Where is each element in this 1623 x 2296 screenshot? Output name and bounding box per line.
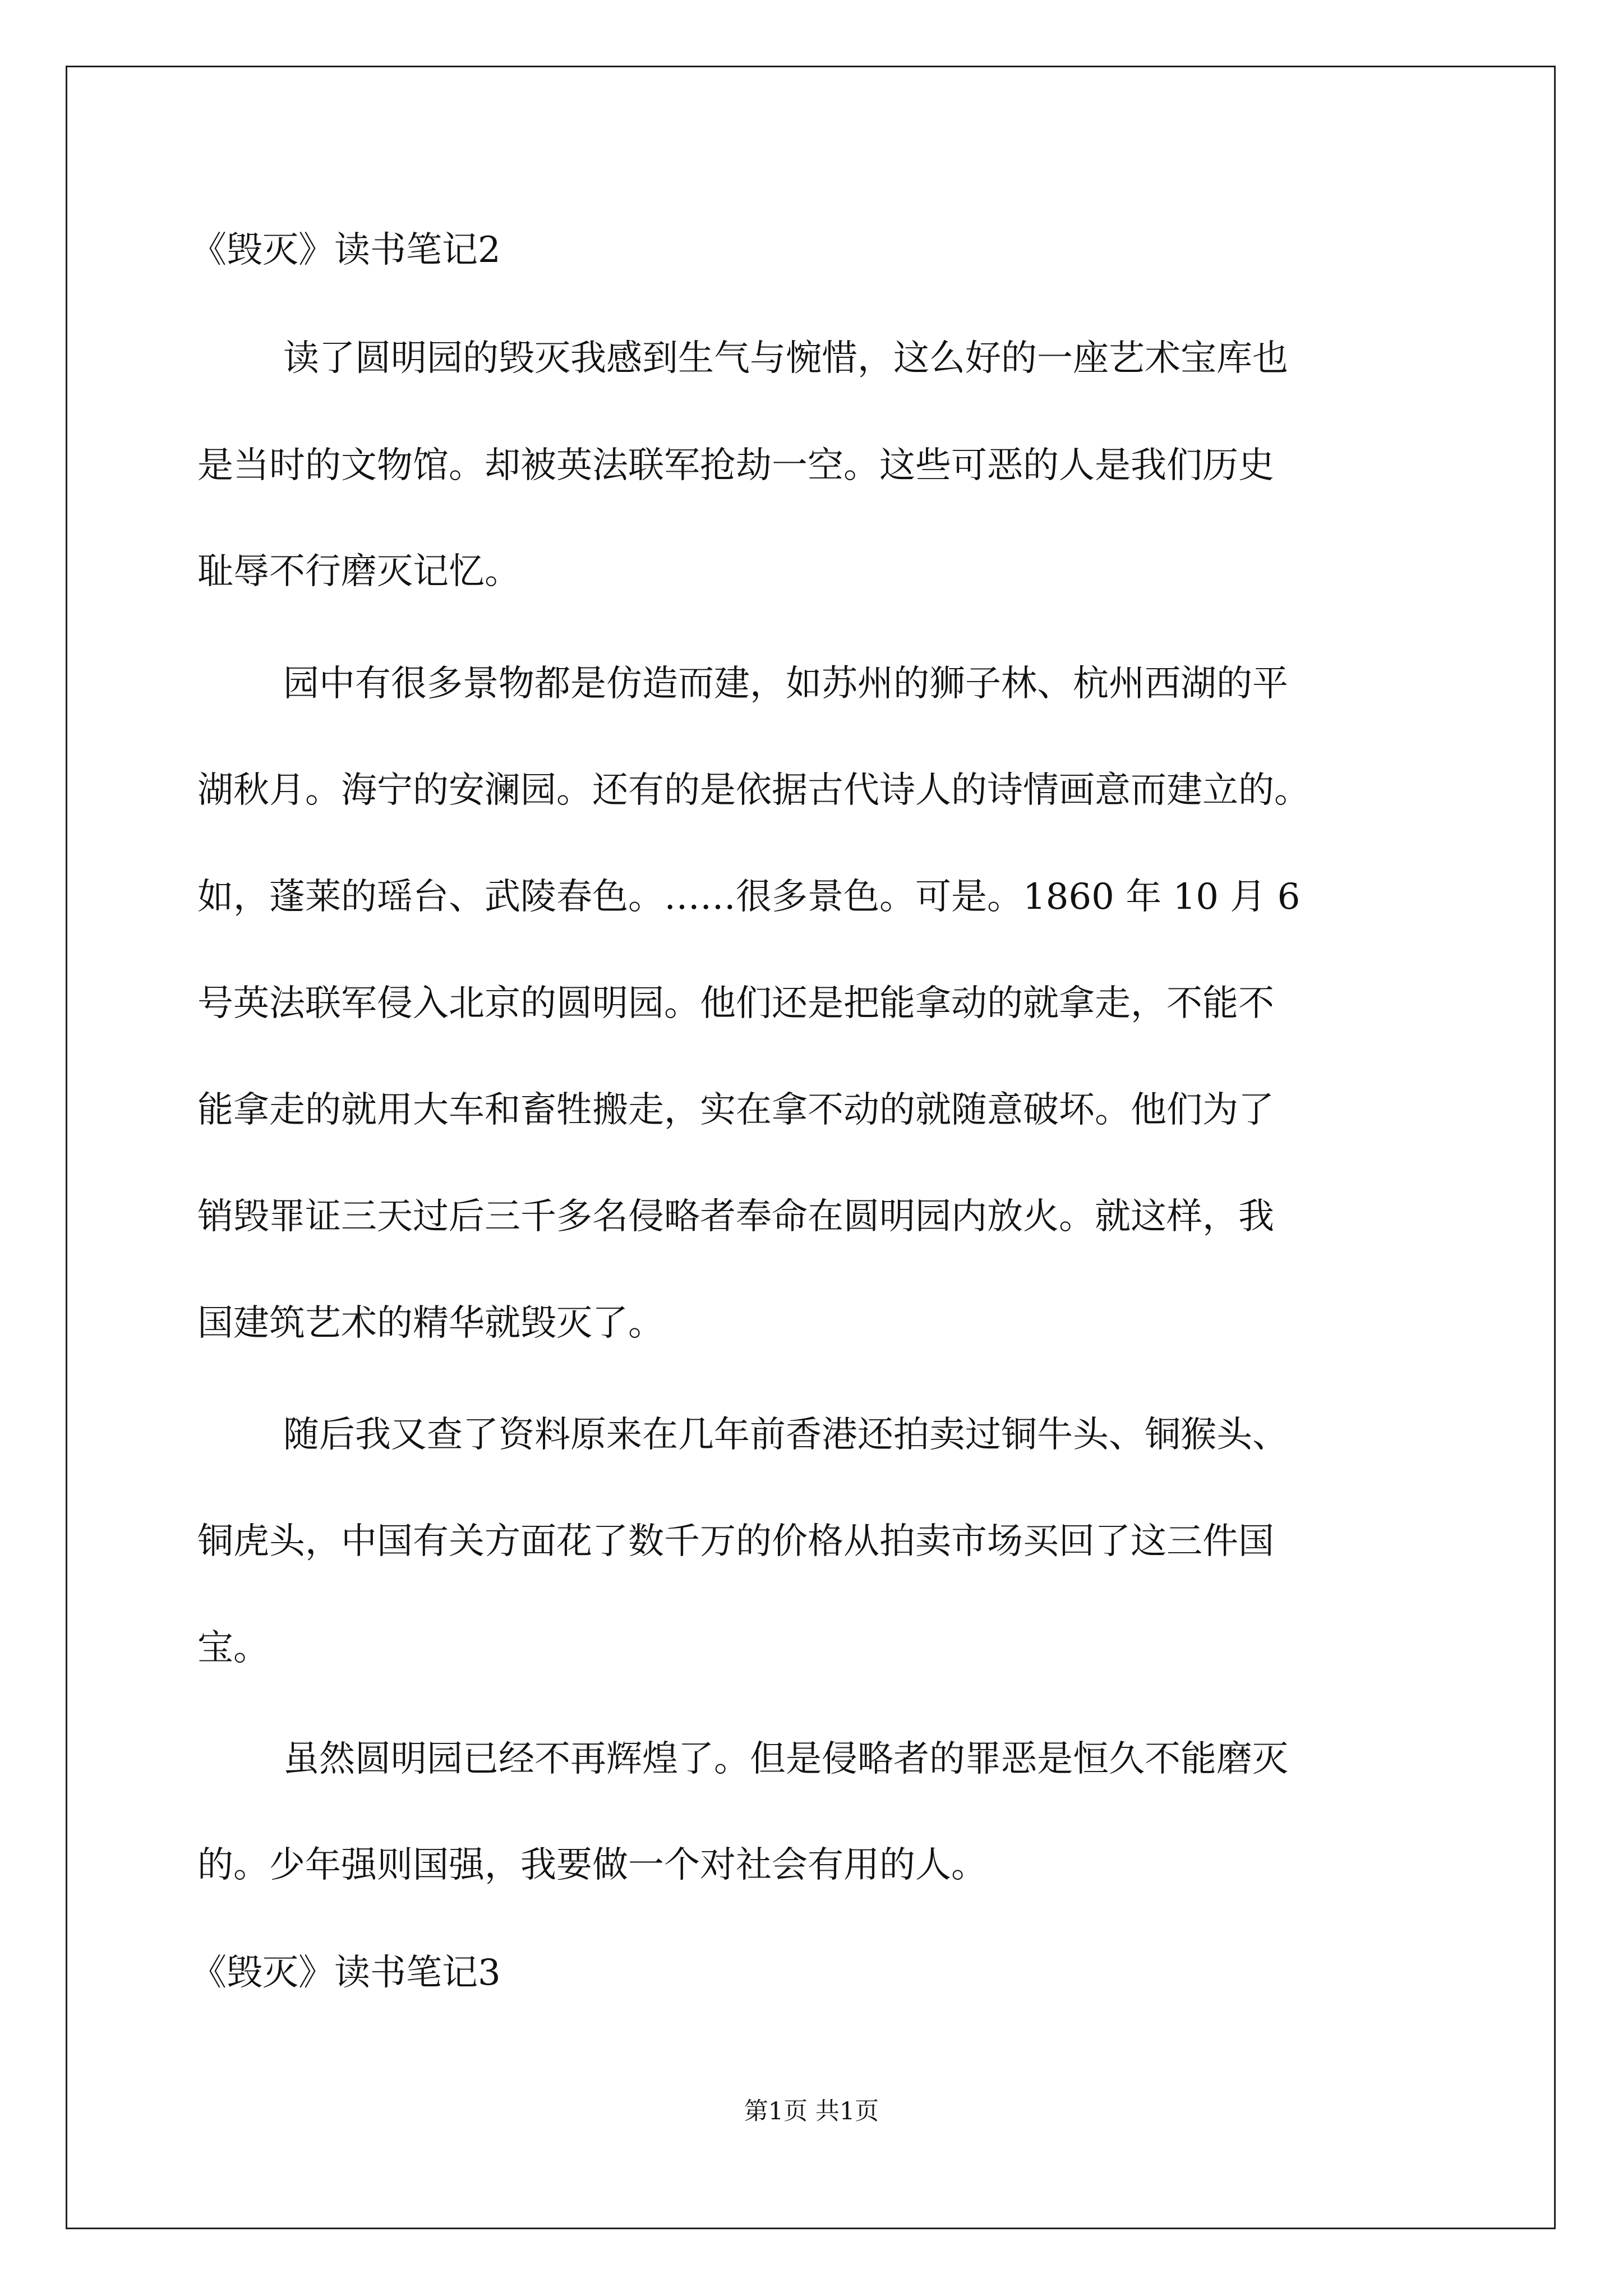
paragraph-line: 宝。 — [197, 1627, 269, 1669]
paragraph-line: 如，蓬莱的瑶台、武陵春色。……很多景色。可是。1860 年 10 月 6 — [197, 876, 1301, 918]
paragraph-line: 耻辱不行磨灭记忆。 — [197, 551, 520, 592]
paragraph-line: 能拿走的就用大车和畜牲搬走，实在拿不动的就随意破坏。他们为了 — [197, 1089, 1274, 1131]
paragraph-line: 读了圆明园的毁灭我感到生气与惋惜，这么好的一座艺术宝库也 — [283, 338, 1288, 379]
paragraph-line: 铜虎头，中国有关方面花了数千万的价格从拍卖市场买回了这三件国 — [197, 1521, 1274, 1562]
section-heading: 《毁灭》读书笔记2 — [191, 229, 501, 271]
paragraph-line: 园中有很多景物都是仿造而建，如苏州的狮子林、杭州西湖的平 — [283, 663, 1288, 705]
paragraph-line: 随后我又查了资料原来在几年前香港还拍卖过铜牛头、铜猴头、 — [283, 1414, 1288, 1456]
section-heading: 《毁灭》读书笔记3 — [191, 1952, 501, 1994]
paragraph-line: 是当时的文物馆。却被英法联军抢劫一空。这些可恶的人是我们历史 — [197, 445, 1274, 486]
paragraph-line: 国建筑艺术的精华就毁灭了。 — [197, 1303, 664, 1344]
page-number-indicator: 第1页 共1页 — [744, 2097, 879, 2125]
paragraph-line: 湖秋月。海宁的安澜园。还有的是依据古代诗人的诗情画意而建立的。 — [197, 770, 1310, 811]
paragraph-line: 的。少年强则国强，我要做一个对社会有用的人。 — [197, 1844, 987, 1886]
paragraph-line: 虽然圆明园已经不再辉煌了。但是侵略者的罪恶是恒久不能磨灭 — [283, 1738, 1288, 1780]
page-border — [66, 66, 1556, 2229]
paragraph-line: 销毁罪证三天过后三千多名侵略者奉命在圆明园内放火。就这样，我 — [197, 1196, 1274, 1237]
paragraph-line: 号英法联军侵入北京的圆明园。他们还是把能拿动的就拿走，不能不 — [197, 983, 1274, 1024]
